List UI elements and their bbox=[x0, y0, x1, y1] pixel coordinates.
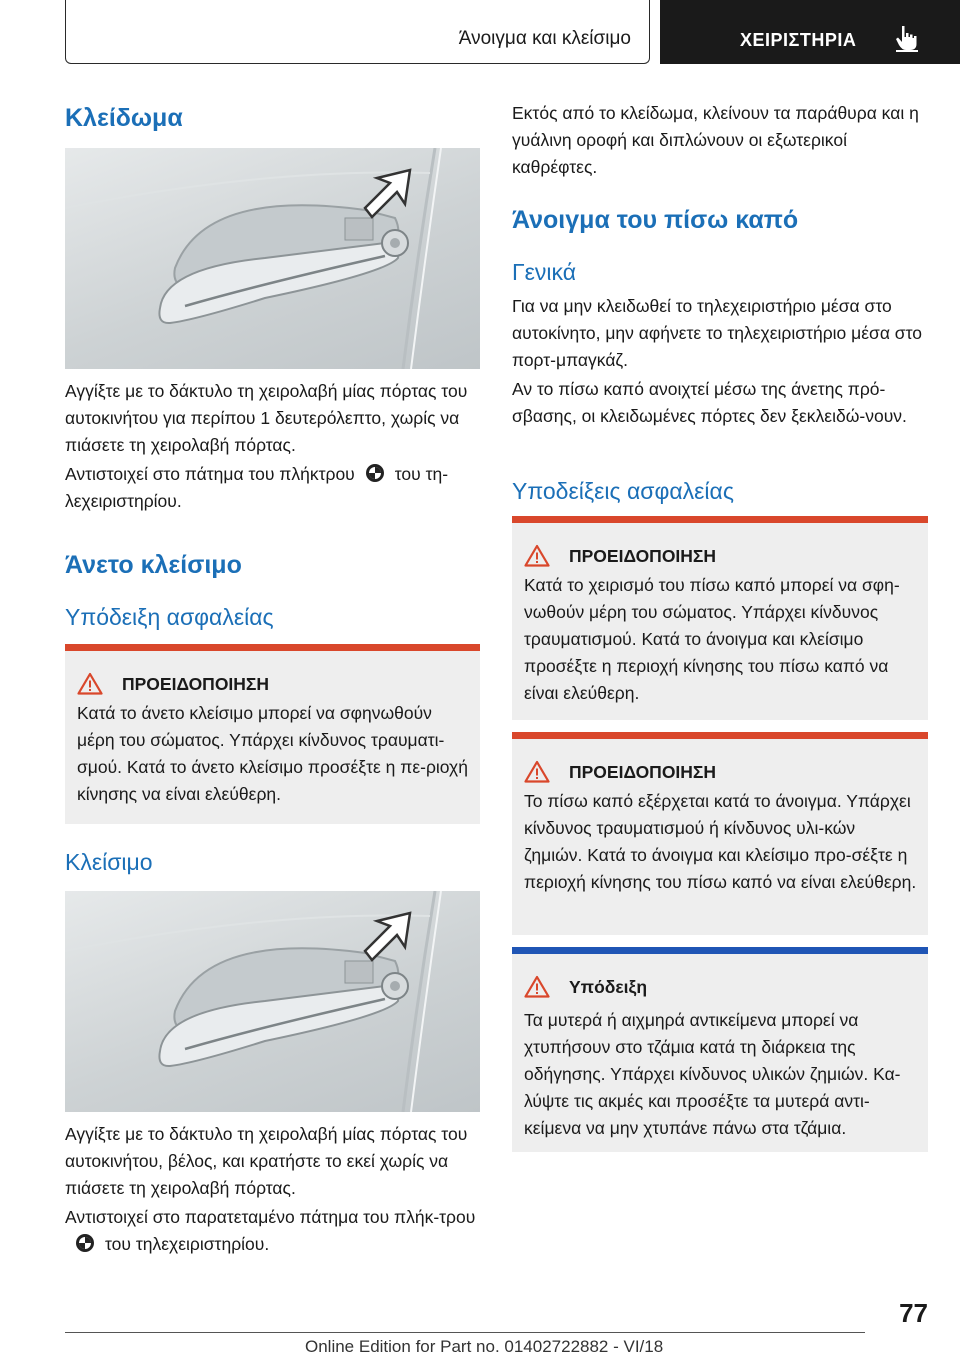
warning-box-trunk-1 bbox=[512, 516, 928, 720]
warning-heading: ΠΡΟΕΙΔΟΠΟΙΗΣΗ bbox=[569, 546, 717, 566]
lock-remote-text-a: Αντιστοιχεί στο πάτημα του πλήκτρου bbox=[65, 464, 355, 484]
warning-text: Κατά το χειρισμό του πίσω καπό μπορεί να σφη-νωθούν μέρη του σώματος. Υπάρχει κίνδυνος τραυματισμού. Κατά το άνοιγμα και κλείσιμο προσέξτε η περιοχή κίνησης του πίσω καπό να είναι ελεύθερη. bbox=[524, 575, 900, 703]
general-paragraph-2: Αν το πίσω καπό ανοιχτεί μέσω της άνετης πρό-σβασης, οι κλειδωμένες πόρτες δεν ξεκλειδώ-νουν. bbox=[512, 379, 907, 426]
close-remote-text-a: Αντιστοιχεί στο παρατεταμένο πάτημα του πλήκ-τρου bbox=[65, 1207, 476, 1227]
heading-comfort-closing: Άνετο κλείσιμο bbox=[65, 551, 242, 579]
close-remote-paragraph bbox=[65, 1204, 480, 1258]
warning-box-comfort bbox=[65, 644, 480, 824]
heading-general: Γενικά bbox=[512, 259, 577, 285]
heading-trunk-opening: Άνοιγμα του πίσω καπό bbox=[512, 206, 799, 234]
lock-remote-text-b: του τη-λεχειριστηρίου. bbox=[65, 464, 449, 511]
close-remote-text-b: του τηλεχειριστηρίου. bbox=[105, 1234, 270, 1254]
warning-bar bbox=[512, 732, 928, 739]
heading-locking: Κλείδωμα bbox=[65, 104, 183, 132]
warning-heading: ΠΡΟΕΙΔΟΠΟΙΗΣΗ bbox=[122, 674, 270, 694]
heading-safety-notes: Υποδείξεις ασφαλείας bbox=[512, 478, 734, 504]
warning-heading: ΠΡΟΕΙΔΟΠΟΙΗΣΗ bbox=[569, 762, 717, 782]
touch-hand-icon bbox=[894, 24, 920, 52]
chapter-tab bbox=[660, 0, 960, 64]
door-handle-illustration bbox=[65, 148, 480, 369]
footer-rule bbox=[65, 1332, 865, 1333]
door-handle-photo-lock bbox=[65, 148, 480, 369]
heading-safety-note: Υπόδειξη ασφαλείας bbox=[65, 604, 274, 630]
lock-remote-paragraph bbox=[65, 461, 480, 515]
remote-lock-button-icon bbox=[75, 1233, 95, 1253]
note-text: Τα μυτερά ή αιχμηρά αντικείμενα μπορεί να χτυπήσουν στο τζάμια κατά τη διάρκεια της οδήγησης. Υπάρχει κίνδυνος υλικών ζημιών. Κα-λύψτε τις ακμές και προσέξτε τα μυτερά αντι-κείμενα να μην χτυπάνε πάνω στα τζάμια. bbox=[524, 1010, 901, 1138]
note-box-objects bbox=[512, 947, 928, 1152]
warning-text: Κατά το άνετο κλείσιμο μπορεί να σφηνωθούν μέρη του σώματος. Υπάρχει κίνδυνος τραυματι-σμού. Κατά το άνετο κλείσιμο προσέξτε η πε-ριοχή κίνησης να είναι ελεύθερη. bbox=[77, 703, 468, 804]
general-paragraph-1: Για να μην κλειδωθεί το τηλεχειριστήριο μέσα στο αυτοκίνητο, μην αφήνετε το τηλεχειριστήριο μέσα στο πορτ-μπαγκάζ. bbox=[512, 296, 923, 370]
remote-lock-button-icon bbox=[365, 463, 385, 483]
close-instruction-paragraph: Αγγίξτε με το δάκτυλο τη χειρολαβή μίας πόρτας του αυτοκινήτου, βέλος, και κρατήστε το εκεί χωρίς να πιάσετε τη χειρολαβή πόρτας. bbox=[65, 1124, 468, 1198]
lock-instruction-paragraph: Αγγίξτε με το δάκτυλο τη χειρολαβή μίας πόρτας του αυτοκινήτου για περίπου 1 δευτερόλεπτο, χωρίς να πιάσετε τη χειρολαβή πόρτας. bbox=[65, 381, 468, 455]
footer-edition: Online Edition for Part no. 01402722882 - VI/18 bbox=[305, 1337, 664, 1356]
chapter-tab-label: ΧΕΙΡΙΣΤΗΡΙΑ bbox=[740, 30, 857, 50]
warning-bar bbox=[512, 516, 928, 523]
section-title: Άνοιγμα και κλείσιμο bbox=[458, 28, 631, 49]
warning-bar bbox=[65, 644, 480, 651]
warning-triangle-icon bbox=[77, 672, 103, 695]
door-handle-illustration bbox=[65, 891, 480, 1112]
warning-triangle-icon bbox=[524, 760, 550, 783]
caution-triangle-icon bbox=[524, 975, 550, 998]
page-number: 77 bbox=[899, 1298, 928, 1328]
warning-triangle-icon bbox=[524, 544, 550, 567]
note-heading: Υπόδειξη bbox=[569, 977, 648, 997]
note-bar bbox=[512, 947, 928, 954]
heading-closing: Κλείσιμο bbox=[65, 849, 153, 875]
lock-effects-paragraph: Εκτός από το κλείδωμα, κλείνουν τα παράθυρα και η γυάλινη οροφή και διπλώνουν οι εξωτερικοί καθρέφτες. bbox=[512, 103, 919, 177]
warning-text: Το πίσω καπό εξέρχεται κατά το άνοιγμα. Υπάρχει κίνδυνος τραυματισμού ή κίνδυνος υλι-κών ζημιών. Κατά το άνοιγμα και κλείσιμο προ-σέξτε η περιοχή κίνησης του πίσω καπό να είναι ελεύθερη. bbox=[524, 791, 917, 892]
warning-box-trunk-2 bbox=[512, 732, 928, 935]
door-handle-photo-close bbox=[65, 891, 480, 1112]
header-section-box bbox=[65, 0, 650, 64]
